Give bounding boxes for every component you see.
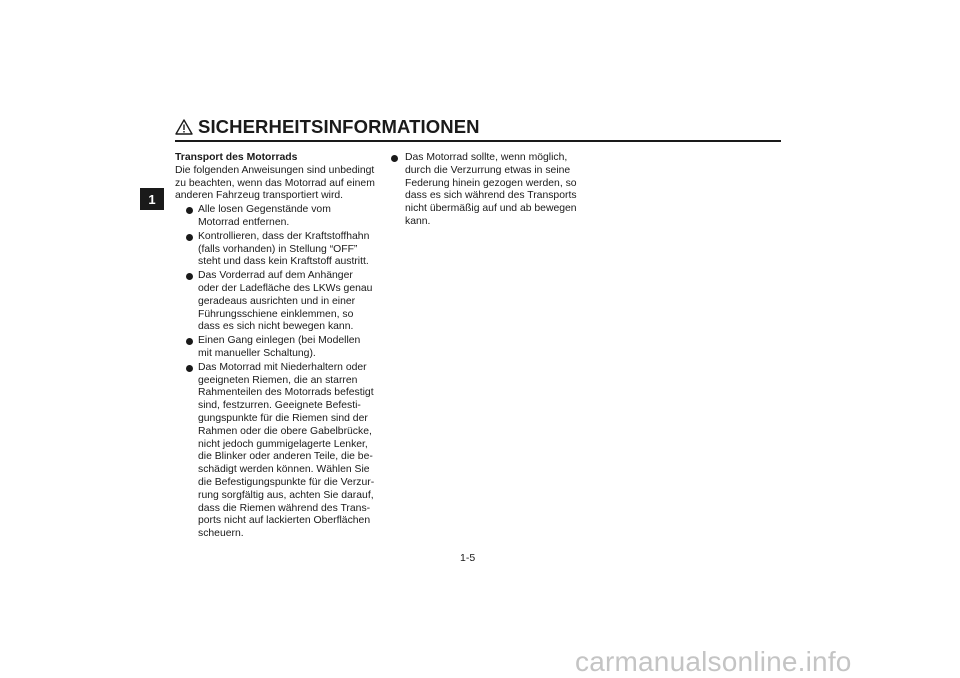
right-bullet-list bbox=[390, 152, 590, 229]
watermark: carmanualsonline.info bbox=[575, 646, 852, 677]
left-bullet-list bbox=[175, 204, 375, 541]
page-title: SICHERHEITSINFORMATIONEN bbox=[198, 116, 480, 137]
bullet-icon bbox=[391, 155, 398, 162]
list-item: Alle losen Gegenstände vom Motorrad entfernen. bbox=[175, 204, 375, 230]
list-item: Einen Gang einlegen (bei Modellen mit manueller Schaltung). bbox=[175, 335, 375, 361]
page-header bbox=[175, 116, 480, 138]
bullet-icon bbox=[186, 365, 193, 372]
right-column bbox=[390, 152, 590, 230]
bullet-icon bbox=[186, 338, 193, 345]
chapter-tab: 1 bbox=[140, 188, 164, 210]
section-intro: Die folgenden Anweisungen sind unbedingt zu beachten, wenn das Motorrad auf einem anderen Fahrzeug transportiert wird. bbox=[175, 164, 375, 202]
section-title: Transport des Motorrads bbox=[175, 152, 298, 163]
list-item: Das Motorrad sollte, wenn möglich, durch die Verzurrung etwas in seine Federung hinein gezogen werden, so dass es sich während des Transports nicht übermäßig auf und ab bewegen kann. bbox=[390, 152, 590, 229]
list-item: Das Motorrad mit Niederhaltern oder geeigneten Riemen, die an starren Rahmenteilen des Motorrads befestigt sind, festzurren. Geeignete Befesti-gungspunkte für die Riemen sind der Rahmen oder die obere Gabelbrücke, nicht jedoch gummigelagerte Lenker, die Blinker oder anderen Teile, die be-schädigt werden können. Wählen Sie die Befestigungspunkte für die Verzur-rung sorgfältig aus, achten Sie darauf, dass die Riemen während des Trans-ports nicht auf lackierten Oberflächen scheuern. bbox=[175, 362, 375, 541]
left-column bbox=[175, 152, 375, 542]
bullet-icon bbox=[186, 234, 193, 241]
header-divider bbox=[175, 140, 781, 142]
page-number: 1-5 bbox=[460, 552, 476, 564]
list-item: Kontrollieren, dass der Kraftstoffhahn (falls vorhanden) in Stellung “OFF” steht und dass kein Kraftstoff austritt. bbox=[175, 231, 375, 269]
list-item: Das Vorderrad auf dem Anhänger oder der Ladefläche des LKWs genau geradeaus ausrichten und in einer Führungsschiene einklemmen, so dass es sich nicht bewegen kann. bbox=[175, 270, 375, 334]
warning-triangle-icon bbox=[175, 119, 193, 135]
bullet-icon bbox=[186, 207, 193, 214]
bullet-icon bbox=[186, 273, 193, 280]
